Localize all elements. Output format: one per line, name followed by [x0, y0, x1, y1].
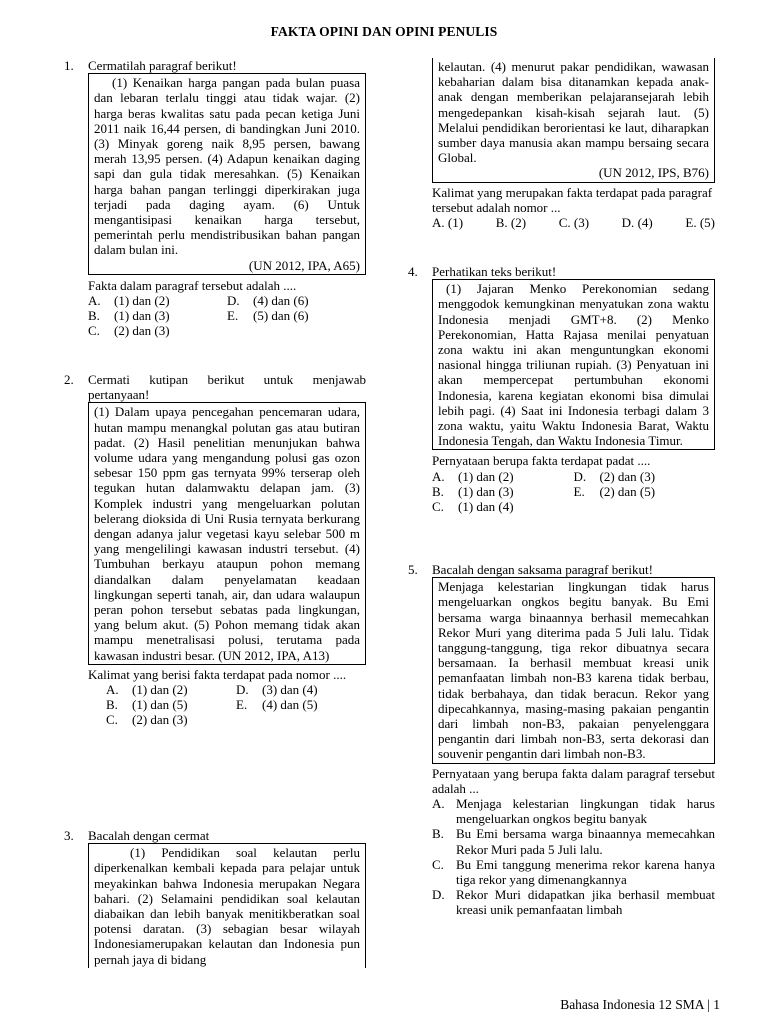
- question-number: 1.: [64, 58, 74, 73]
- option-text: (2) dan (3): [599, 468, 656, 484]
- option-letter: B.: [88, 308, 100, 324]
- option-letter: C.: [432, 856, 444, 872]
- question-number: 3.: [64, 828, 74, 843]
- answer-option[interactable]: [685, 215, 715, 230]
- option-text: (4) dan (5): [262, 697, 318, 713]
- option-text: Bu Emi bersama warga binaannya memecahkan Rekor Muri pada 5 Juli lalu.: [456, 826, 715, 857]
- option-text: (3): [573, 215, 590, 231]
- option-text: (1) dan (2): [458, 468, 514, 484]
- question-prompt: Bacalah dengan saksama paragraf berikut!: [432, 562, 653, 577]
- answer-option[interactable]: [496, 215, 526, 230]
- option-letter: A.: [432, 796, 445, 812]
- option-text: (1): [447, 215, 464, 231]
- answer-option[interactable]: [227, 293, 366, 308]
- answer-option[interactable]: [236, 682, 366, 697]
- answer-option[interactable]: [432, 469, 574, 484]
- answer-option[interactable]: [622, 215, 653, 230]
- passage-source: (UN 2012, IPS, B76): [598, 165, 709, 181]
- option-letter: C.: [106, 712, 118, 728]
- passage-text: (1) Dalam upaya pencegahan pencemaran udara, hutan mampu menangkal polutan gas atau butiran padat. (2) Hasil penelitian menunjukan bahwa volume udara yang mengandung polusi gas ozon sebesar 150 ppm gas ternyata 99% terserap oleh tegukan hutan dalamwaktu delapan jam. (3) Komplek industri yang mengeluarkan polutan belerang dioksida di Uni Rusia ternyata berkurang dengan adanya jalur vegetasi kayu selebar 500 m yang mengelilingi kawasan industri tersebut. (4) Tumbuhan berkayu ataupun pohon memang diandalkan dalam penyelamatan keadaan lingkungan seperti tanah, air, dan udara walaupun peran pohon tersebut sebatas pada lingkungan, yang belum akut. (5) Pohon memang tidak akan mampu menetralisasi polusi, terutama pada kawasan industri besar. (UN 2012, IPA, A13): [94, 404, 360, 663]
- answer-option[interactable]: [574, 484, 716, 499]
- answer-option[interactable]: [559, 215, 589, 230]
- option-text: (2): [510, 215, 527, 231]
- question-3: [64, 828, 366, 968]
- option-letter: E.: [236, 697, 248, 713]
- question-2: [64, 372, 366, 728]
- question-number: 2.: [64, 372, 74, 387]
- answer-option[interactable]: [227, 308, 366, 323]
- option-letter: C.: [558, 215, 571, 231]
- question-prompt: Cermatilah paragraf berikut!: [88, 58, 237, 73]
- passage-text: (1) Jajaran Menko Perekonomian sedang menggodok kemungkinan menyatukan zona waktu Indonesia menjadi GMT+8. (2) Menko Perekonomian, Hatta Rajasa menilai penyatuan zona waktu ini akan menguntungkan ekonomi nasional hingga triliunan rupiah. (3) Penyatuan ini akan mempercepat pertumbuhan ekonomi Indonesia, karena kegiatan ekonomi bisa dimulai lebih pagi. (4) Saat ini Indonesia terbagi dalam 3 zona waktu, yaitu Waktu Indonesia Barat, Waktu Indonesia Tengah, dan Waktu Indonesia Timur.: [438, 281, 709, 449]
- question-number: 5.: [408, 562, 418, 577]
- option-letter: C.: [88, 323, 100, 339]
- option-text: (2) dan (3): [132, 712, 188, 728]
- option-letter: D.: [227, 293, 240, 309]
- question-3-continued: [432, 58, 715, 230]
- question-text: Fakta dalam paragraf tersebut adalah ....: [88, 277, 297, 293]
- option-text: (4) dan (6): [253, 293, 309, 309]
- option-letter: A.: [432, 468, 445, 484]
- passage-text: Menjaga kelestarian lingkungan tidak harus mengeluarkan ongkos begitu banyak. Bu Emi bersama warga binaannya berhasil memecahkan Rekor Muri yang diterima pada 5 Juli lalu. Tidak tanggung-tanggung, tiga rekor dibuatnya secara bersamaan. Ia berhasil membuat kreasi unik pemanfaatan limbah non-B3 karena tidak berbau, tidak berbahaya, dan tidak beracun. Rekor yang dipecahkannya, masing-masing pakaian pengantin dari limbah non-B3, pakaian penyelenggara pengantin dari limbah non-B3, serta dekorasi dan souvenir pengantin dari limbah non-B3.: [438, 579, 709, 762]
- answer-option[interactable]: [432, 887, 715, 917]
- answer-option[interactable]: [432, 857, 715, 887]
- question-text: Pernyataan yang berupa fakta dalam paragraf tersebut adalah ...: [432, 765, 715, 796]
- answer-options: [88, 682, 366, 728]
- option-letter: D.: [236, 682, 249, 698]
- option-letter: B.: [495, 215, 508, 231]
- answer-option[interactable]: [88, 293, 227, 308]
- question-text: Pernyataan berupa fakta terdapat padat ....: [432, 453, 651, 469]
- answer-options: [88, 293, 366, 339]
- question-text: Kalimat yang merupakan fakta terdapat pada paragraf tersebut adalah nomor ...: [432, 184, 713, 215]
- option-letter: A.: [88, 293, 101, 309]
- passage-box: [88, 402, 366, 664]
- passage-box: [432, 279, 715, 450]
- answer-option[interactable]: [432, 484, 574, 499]
- answer-options: [432, 469, 715, 515]
- answer-option[interactable]: [432, 796, 715, 826]
- answer-options: [432, 215, 715, 230]
- answer-option[interactable]: [236, 697, 366, 712]
- option-text: Rekor Muri didapatkan jika berhasil membuat kreasi unik pemanfaatan limbah: [456, 887, 715, 918]
- answer-options: [432, 796, 715, 918]
- answer-option[interactable]: [106, 697, 236, 712]
- option-text: (1) dan (3): [114, 308, 170, 324]
- option-text: (1) dan (2): [114, 293, 170, 309]
- option-letter: D.: [432, 887, 445, 903]
- passage-text: (1) Pendidikan soal kelautan perlu diperkenalkan kembali kepada para pelajar untuk meyakinkan bahwa Indonesia merupakan Negara bahari. (2) Selamaini pendidikan soal kelautan diabaikan dan lebih banyak menitikberatkan soal potensi daratan. (3) sebagian besar wilayah Indonesiamerupakan kelautan dan Indonesia pun pernah jaya di bidang: [94, 845, 360, 967]
- option-letter: B.: [106, 697, 118, 713]
- passage-box: [432, 577, 715, 763]
- page-title: FAKTA OPINI DAN OPINI PENULIS: [270, 24, 498, 39]
- question-number: 4.: [408, 264, 418, 279]
- option-text: Bu Emi tanggung menerima rekor karena hanya tiga rekor yang dimenangkannya: [456, 856, 715, 888]
- answer-option[interactable]: [432, 499, 574, 514]
- answer-option[interactable]: [106, 682, 236, 697]
- option-text: (3) dan (4): [262, 682, 318, 698]
- answer-option[interactable]: [432, 826, 715, 856]
- passage-box: [88, 73, 366, 275]
- answer-option[interactable]: [88, 323, 227, 338]
- passage-text: kelautan. (4) menurut pakar pendidikan, wawasan kebaharian dalam bisa ditanamkan kepada anak-anak dengan memberikan pelajaransejarah lebih mengedepankan kisah-kisah sejarah laut. (5) Melalui pendidikan berorientasi ke laut, diharapkan sumber daya manusia akan mampu bersaing secara Global.: [438, 59, 709, 166]
- passage-text: (1) Kenaikan harga pangan pada bulan puasa dan lebaran terlalu tinggi atau tidak wajar. (2) harga beras kwalitas satu pada pecan ketiga Juni 2011 naik 16,44 persen, di bandingkan Juni 2010. (3) Minyak goreng naik 8,95 persen, bawang merah 13,95 persen. (4) Adapun kenaikan daging sapi dan gula tidak meresahkan. (5) Kenaikan harga bahan pangan terlinggi diperkirakan juga terjadi pada daging ayam. (6) Untuk mengantisipasi kenaikan harga tersebut, pemerintah perlu mendistribusikan bahan pangan dalam bulan ini.: [94, 75, 360, 258]
- option-text: (2) dan (3): [114, 323, 170, 339]
- question-prompt: Bacalah dengan cermat: [88, 828, 210, 843]
- option-letter: E.: [573, 483, 585, 499]
- option-text: (5): [699, 215, 715, 231]
- option-letter: C.: [432, 499, 444, 515]
- option-letter: D.: [621, 215, 635, 231]
- option-text: (1) dan (2): [132, 682, 188, 698]
- option-text: (5) dan (6): [253, 308, 309, 324]
- question-5: [408, 562, 715, 918]
- question-prompt: Cermati kutipan berikut untuk menjawab pertanyaan!: [88, 372, 366, 403]
- option-text: (2) dan (5): [599, 483, 656, 499]
- option-text: (1) dan (4): [458, 499, 514, 515]
- option-letter: B.: [432, 826, 444, 842]
- answer-option[interactable]: [432, 215, 463, 230]
- answer-option[interactable]: [106, 712, 236, 727]
- question-1: [64, 58, 366, 339]
- passage-box: [432, 58, 715, 183]
- answer-option[interactable]: [574, 469, 716, 484]
- option-text: (1) dan (5): [132, 697, 188, 713]
- option-letter: B.: [432, 483, 444, 499]
- question-prompt: Perhatikan teks berikut!: [432, 264, 557, 279]
- question-4: [408, 264, 715, 514]
- question-text: Kalimat yang berisi fakta terdapat pada nomor ....: [88, 666, 347, 682]
- option-letter: D.: [573, 468, 587, 484]
- passage-source: (UN 2012, IPA, A65): [248, 257, 360, 273]
- option-text: Menjaga kelestarian lingkungan tidak harus mengeluarkan ongkos begitu banyak: [456, 796, 715, 827]
- option-letter: E.: [227, 308, 239, 324]
- option-letter: A.: [432, 215, 445, 231]
- option-text: (4): [637, 215, 653, 231]
- page-footer: Bahasa Indonesia 12 SMA | 1: [560, 996, 720, 1012]
- answer-option[interactable]: [88, 308, 227, 323]
- option-text: (1) dan (3): [458, 483, 514, 499]
- option-letter: A.: [106, 682, 119, 698]
- option-letter: E.: [685, 215, 697, 231]
- passage-box: [88, 843, 366, 968]
